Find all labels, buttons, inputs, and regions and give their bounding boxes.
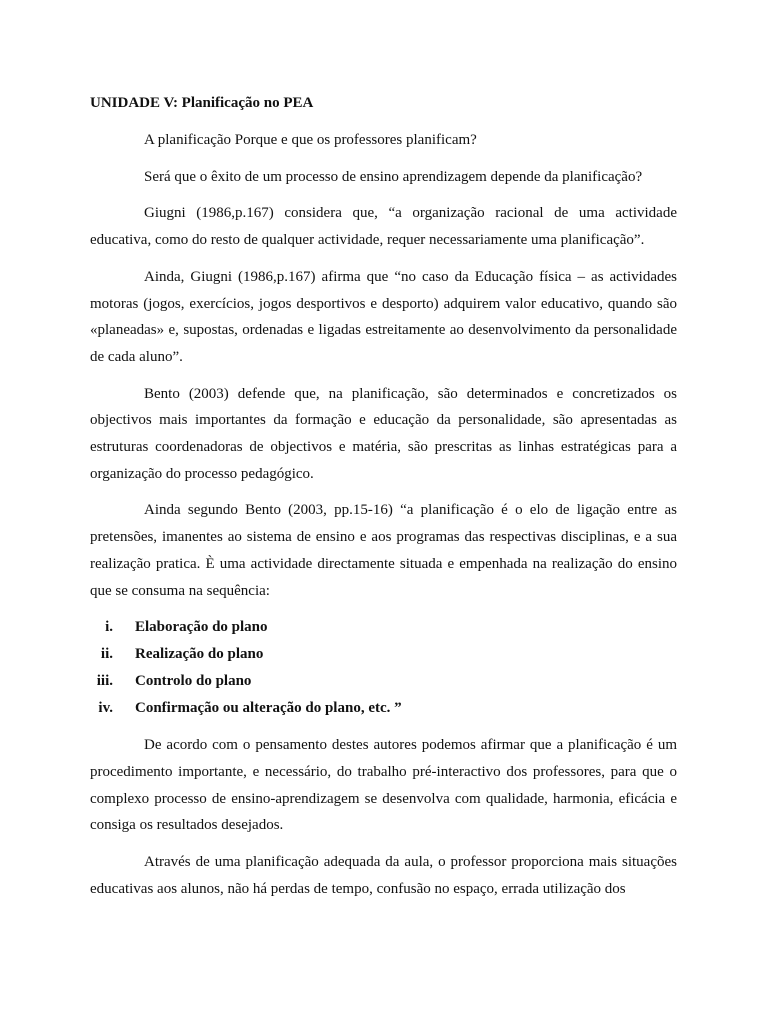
list-item-text: Controlo do plano <box>135 673 252 690</box>
paragraph-giugni-1: Giugni (1986,p.167) considera que, “a organização racional de uma actividade educativa, como do resto de qualquer actividade, requer necessariamente uma planificação”. <box>90 205 677 249</box>
list-item-text: Confirmação ou alteração do plano, etc. ” <box>135 700 402 717</box>
list-item-text: Elaboração do plano <box>135 619 268 636</box>
planning-sequence-list <box>90 614 677 722</box>
list-item <box>90 668 677 695</box>
list-item <box>90 641 677 668</box>
list-item-number: iv. <box>98 700 113 717</box>
list-item-number: i. <box>105 619 113 636</box>
list-item-text: Realização do plano <box>135 646 264 663</box>
list-item <box>90 614 677 641</box>
list-item-number: ii. <box>100 646 113 663</box>
paragraph-question-why: A planificação Porque e que os professores planificam? <box>144 132 477 148</box>
paragraph-question-success: Será que o êxito de um processo de ensino aprendizagem depende da planificação? <box>144 168 643 185</box>
list-item-number: iii. <box>96 673 113 690</box>
paragraph-adequate-planning: Através de uma planificação adequada da aula, o professor proporciona mais situações educativas aos alunos, não há perdas de tempo, confusão no espaço, errada utilização dos <box>90 854 677 897</box>
paragraph-conclusion: De acordo com o pensamento destes autores podemos afirmar que a planificação é um procedimento importante, e necessário, do trabalho pré-interactivo dos professores, para que o complexo processo de ensino-aprendizagem se desenvolva com qualidade, harmonia, eficácia e consiga os resultados desejados. <box>90 737 677 834</box>
paragraph-bento-1: Bento (2003) defende que, na planificação, são determinados e concretizados os objectivos mais importantes da formação e educação da personalidade, são apresentadas as estruturas coordenadoras de objectivos e matéria, são prescritas as linhas estratégicas para a organização do processo pedagógico. <box>90 385 677 482</box>
paragraph-giugni-2: Ainda, Giugni (1986,p.167) afirma que “no caso da Educação física – as actividades motoras (jogos, exercícios, jogos desportivos e desporto) adquirem valor educativo, quando são «planeadas» e, supostas, ordenadas e ligadas estreitamente ao desenvolvimento da personalidade de cada aluno”. <box>90 268 677 365</box>
list-item <box>90 695 677 722</box>
document-body <box>90 90 677 912</box>
paragraph-bento-2: Ainda segundo Bento (2003, pp.15-16) “a planificação é o elo de ligação entre as pretensões, imanentes ao sistema de ensino e aos programas das respectivas disciplinas, e a sua realização pratica. È uma actividade directamente situada e empenhada na realização do ensino que se consuma na sequência: <box>90 502 677 599</box>
unit-heading: UNIDADE V: Planificação no PEA <box>90 95 314 111</box>
